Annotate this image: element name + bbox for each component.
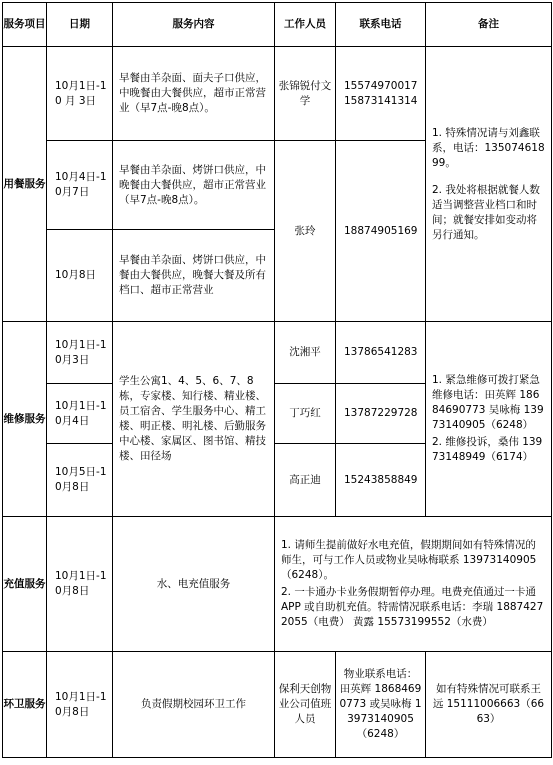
note-text: 2. 维修投诉，桑伟 13973148949（6174） [432, 436, 543, 463]
staff-cell: 沈湘平 [275, 322, 336, 384]
header-phone: 联系电话 [336, 3, 426, 47]
header-date: 日期 [47, 3, 113, 47]
date-cell: 10月1日-10月8日 [47, 517, 113, 652]
table-row [3, 517, 552, 652]
staff-cell: 张玲 [275, 141, 336, 322]
note-text: 2. 我处将根据就餐人数适当调整营业档口和时间；就餐安排如变动将另行通知。 [432, 183, 540, 241]
header-category: 服务项目 [3, 3, 47, 47]
phone-number: 15574970017 [344, 79, 418, 92]
notes-cell [275, 517, 552, 652]
table-row [3, 47, 552, 141]
category-catering: 用餐服务 [3, 47, 47, 322]
phone-number: 15873141314 [344, 94, 418, 107]
service-schedule-table [2, 2, 552, 758]
phone-cell [336, 47, 426, 141]
phone-cell: 15243858849 [336, 444, 426, 517]
staff-cell: 保利天创物业公司值班人员 [275, 652, 336, 758]
date-cell: 10月4日-10月7日 [47, 141, 113, 230]
category-sanitation: 环卫服务 [3, 652, 47, 758]
note-text: 1. 紧急维修可拨打紧急维修电话：田英辉 18684690773 吴咏梅 13973140905（6248） [432, 374, 544, 431]
staff-cell: 高正迪 [275, 444, 336, 517]
note-text: 1. 请师生提前做好水电充值，假期期间如有特殊情况的师生，可与工作人员或物业吴咏梅联系 13973140905（6248）。 [281, 539, 537, 581]
category-maintenance: 维修服务 [3, 322, 47, 517]
header-row [3, 3, 552, 47]
date-cell: 10月1日-10 月 3日 [47, 47, 113, 141]
date-cell: 10月1日-10月4日 [47, 384, 113, 444]
note-text: 1. 特殊情况请与刘鑫联系，电话：13507461899。 [432, 126, 545, 169]
phone-cell: 18874905169 [336, 141, 426, 322]
content-cell: 早餐由羊杂面、烤饼口供应，中晚餐由大餐供应，超市正常营业（早7点-晚8点）。 [113, 141, 275, 230]
staff-cell: 张锦锐付文学 [275, 47, 336, 141]
table-row [3, 322, 552, 384]
date-cell: 10月1日-10月3日 [47, 322, 113, 384]
notes-cell [426, 322, 552, 517]
staff-cell: 丁巧红 [275, 384, 336, 444]
notes-cell [426, 47, 552, 322]
content-cell: 水、电充值服务 [113, 517, 275, 652]
phone-cell: 13787229728 [336, 384, 426, 444]
content-cell: 学生公寓1、4、5、6、7、8栋，专家楼、知行楼、精业楼、员工宿舍、学生服务中心、精工楼、明正楼、明礼楼、后勤服务中心楼、家属区、图书馆、精技楼、田径场 [113, 322, 275, 517]
phone-cell: 13786541283 [336, 322, 426, 384]
header-content: 服务内容 [113, 3, 275, 47]
phone-cell: 物业联系电话：田英辉 18684690773 或吴咏梅 13973140905（6248） [336, 652, 426, 758]
table-row [3, 652, 552, 758]
notes-cell: 如有特殊情况可联系王远 15111006663（6663） [426, 652, 552, 758]
header-notes: 备注 [426, 3, 552, 47]
header-staff: 工作人员 [275, 3, 336, 47]
note-text: 2. 一卡通办卡业务假期暂停办理。电费充值通过一卡通 APP 或自助机充值。特需情况联系电话：李瑞 18874272055（电费） 黄露 15573199552（水费） [281, 586, 544, 628]
category-recharge: 充值服务 [3, 517, 47, 652]
content-cell: 早餐由羊杂面、烤饼口供应，中餐由大餐供应，晚餐大餐及所有档口、超市正常营业 [113, 230, 275, 322]
date-cell: 10月8日 [47, 230, 113, 322]
content-cell: 早餐由羊杂面、面夫子口供应，中晚餐由大餐供应，超市正常营业（早7点-晚8点）。 [113, 47, 275, 141]
date-cell: 10月5日-10月8日 [47, 444, 113, 517]
content-cell: 负责假期校园环卫工作 [113, 652, 275, 758]
date-cell: 10月1日-10月8日 [47, 652, 113, 758]
